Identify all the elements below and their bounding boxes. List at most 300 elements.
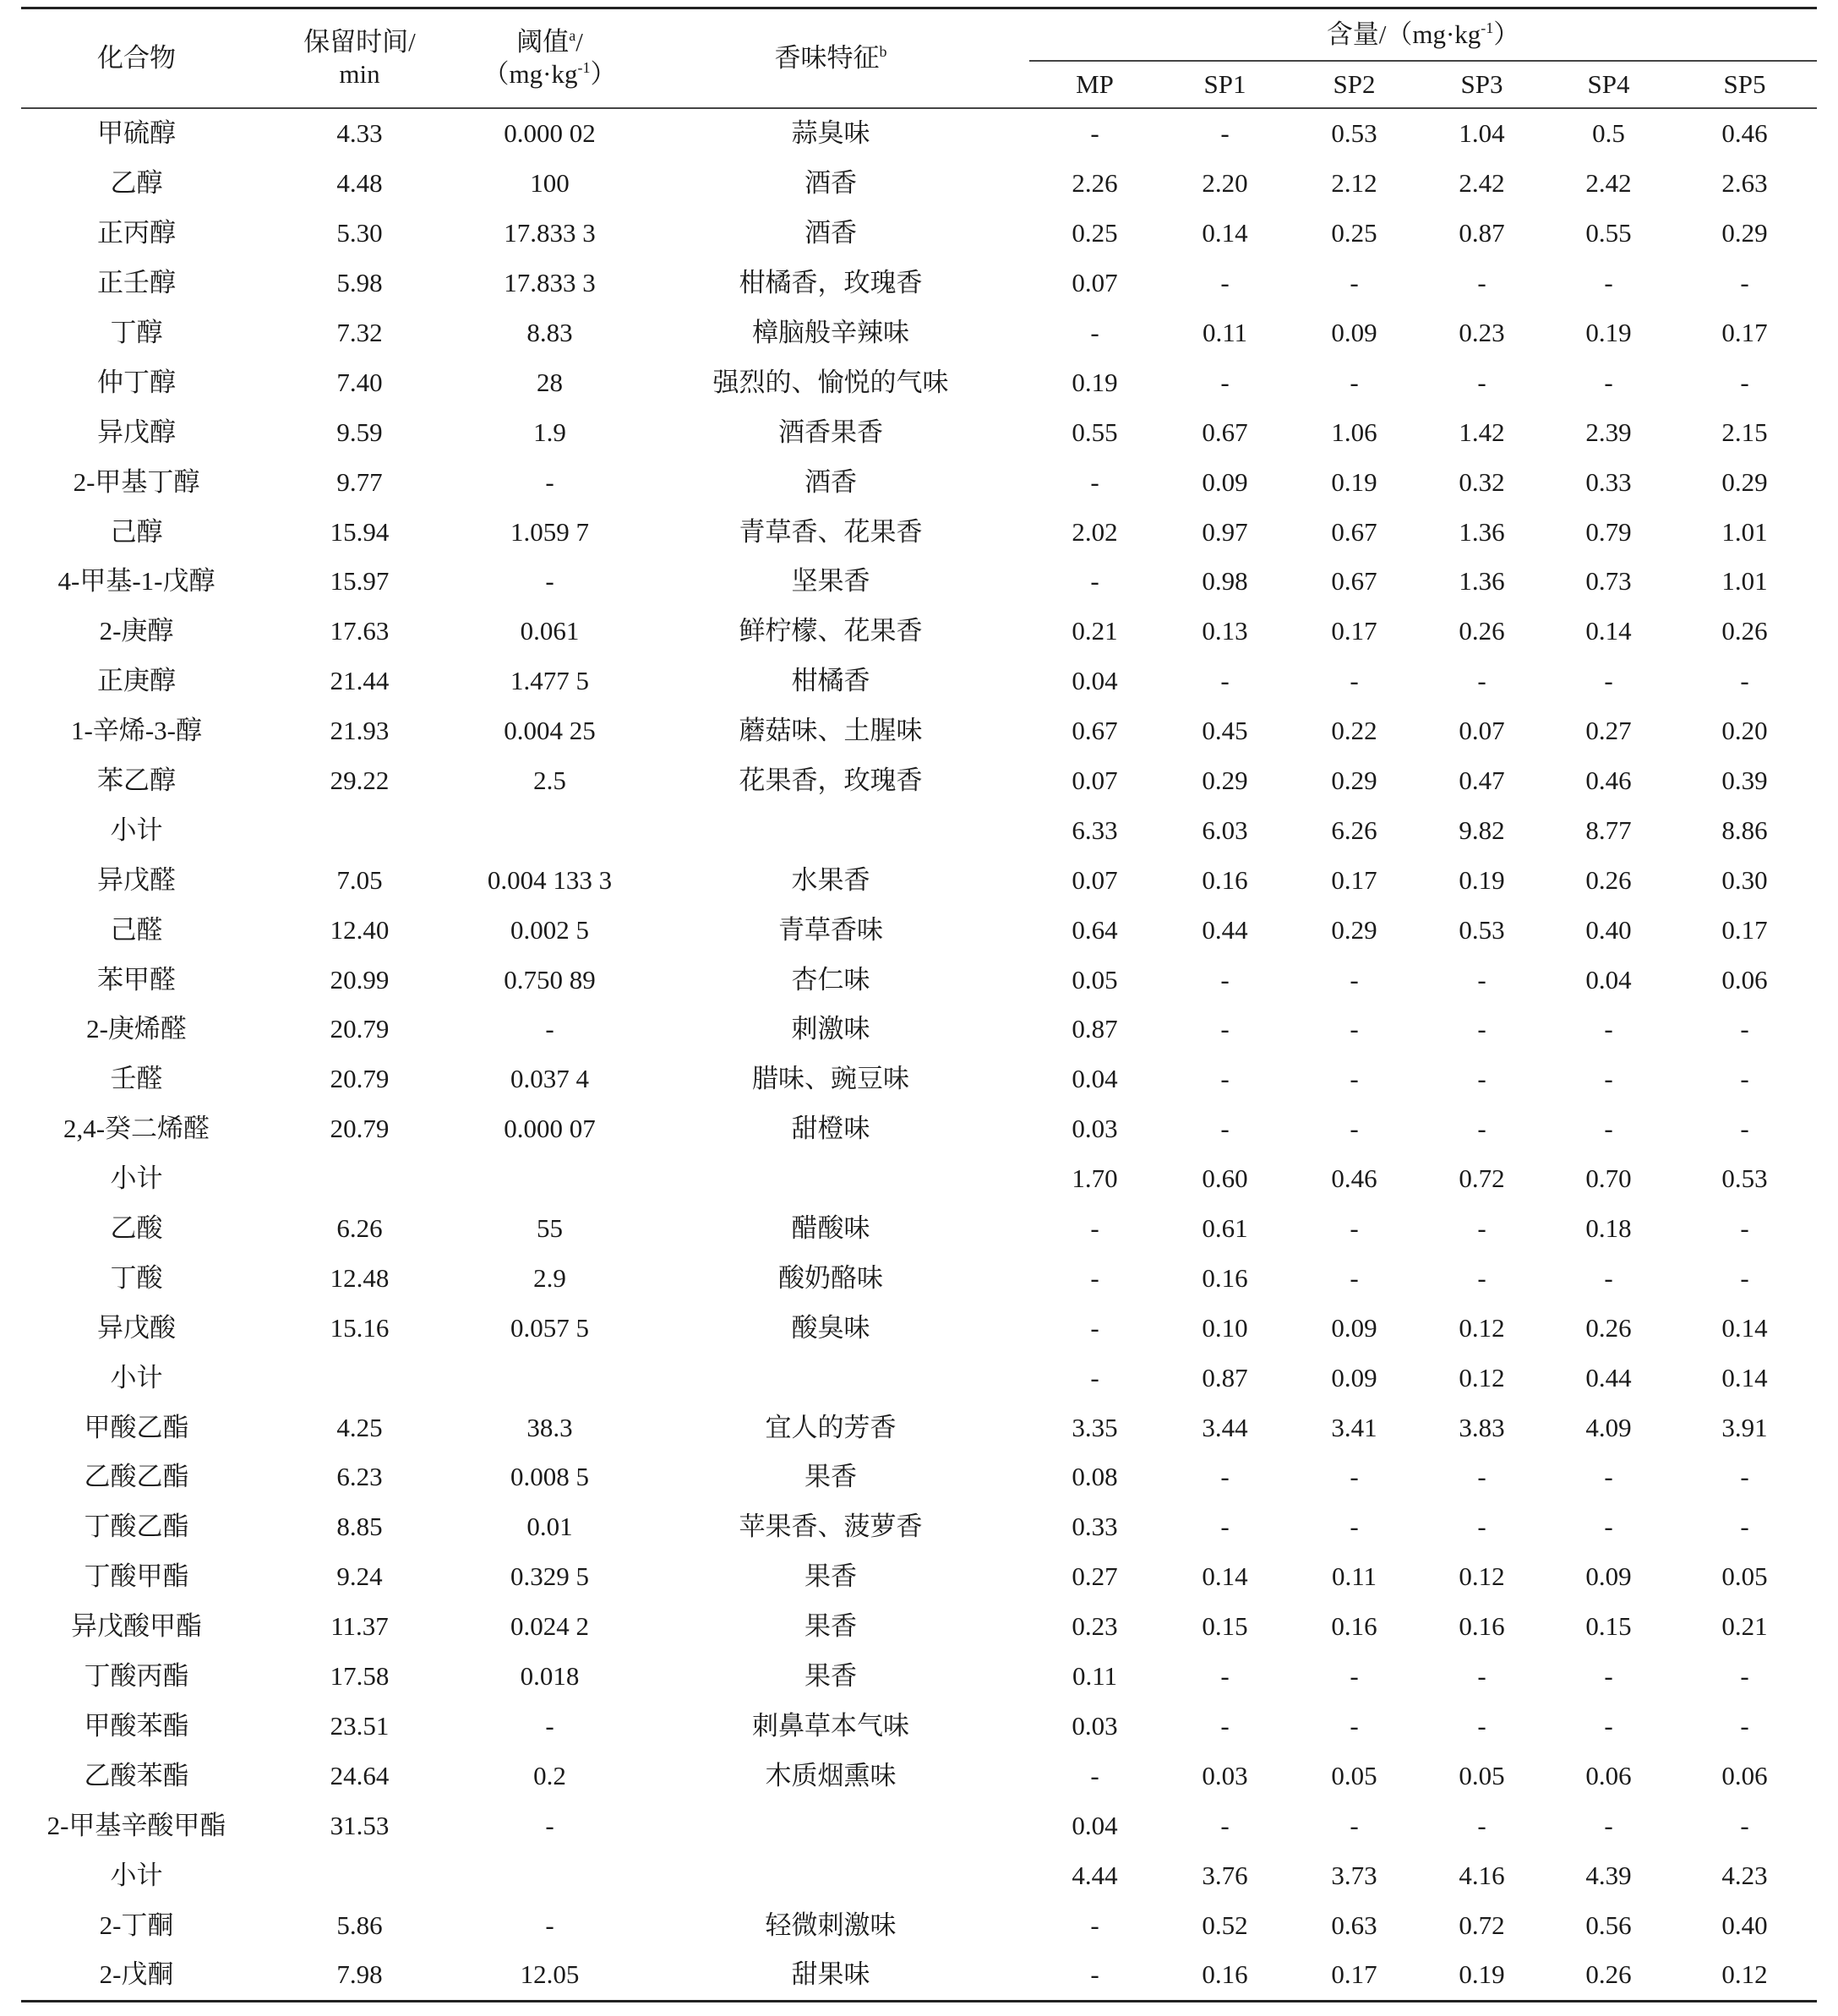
compound-cell: 2-甲基辛酸甲酯 [46,1810,226,1840]
aroma-cell: 轻微刺激味 [765,1910,897,1940]
content-sp4-cell: - [1604,1114,1613,1144]
compound-cell: 2-戊酮 [21,1950,252,2001]
header-threshold: 阈值$^a$/ $(mg\cdot kg^{-1})$ [467,8,632,109]
threshold-cell: 100 [530,168,570,199]
content-sp3-cell: 4.16 [1459,1860,1505,1890]
content-sp4-cell: - [1604,1710,1613,1741]
content-sp1-cell: - [1220,666,1230,696]
content-mp-cell: 0.19 [1072,367,1118,397]
aroma-cell: 酸臭味 [791,1312,870,1343]
content-sp2-cell: - [1350,1114,1359,1144]
content-sp4-cell: - [1604,1262,1613,1293]
content-sp4-cell: 4.39 [1585,1860,1632,1890]
table-row [21,1950,1817,2001]
threshold-cell: 0.000 07 [504,1114,596,1144]
retention-time-cell: 20.79 [330,1114,390,1144]
table-row [21,1452,1817,1502]
content-sp1-cell: - [1220,1512,1230,1542]
table-row [21,308,1817,358]
retention-time-cell [252,1154,467,1204]
compound-content-table [21,7,1817,2002]
content-sp5-cell: 0.06 [1721,1760,1768,1790]
content-sp1-cell: 0.67 [1202,417,1248,447]
content-sp1-cell: 0.60 [1202,1163,1248,1194]
aroma-cell: 樟脑般辛辣味 [752,318,909,347]
aroma-cell: 蒜臭味 [791,118,870,149]
content-mp-cell: 0.07 [1072,864,1118,895]
retention-time-cell: 15.97 [330,566,390,597]
table-row [21,557,1817,607]
content-sp4-cell: 0.04 [1585,964,1632,994]
content-sp3-cell: - [1477,1710,1486,1741]
aroma-cell: 宜人的芳香 [765,1412,897,1442]
compound-cell: 2-丁酮 [99,1910,174,1940]
threshold-cell: 8.83 [526,318,573,347]
content-sp3-cell: 1.04 [1459,118,1505,149]
threshold-cell: 0.004 133 3 [487,864,613,895]
content-sp5-cell: 1.01 [1721,516,1768,547]
aroma-cell [632,1154,1029,1204]
content-mp-cell: 0.25 [1072,218,1118,248]
threshold-cell: 0.329 5 [510,1561,589,1592]
content-sp4-cell: - [1604,1014,1613,1044]
table-row [21,1552,1817,1602]
content-sp5-cell: - [1740,1064,1749,1094]
content-sp4-cell: - [1604,666,1613,696]
content-sp1-cell: 0.03 [1202,1760,1248,1790]
header-sample-sp5: SP5 [1672,61,1817,108]
content-sp2-cell: - [1350,1064,1359,1094]
content-sp3-cell: 1.36 [1459,566,1505,597]
header-retention-time: 保留时间/ min [252,8,467,109]
content-sp1-cell: 0.14 [1202,218,1248,248]
content-sp4-cell: 0.18 [1585,1213,1632,1244]
aroma-cell: 杏仁味 [791,964,870,994]
content-sp4-cell: 0.19 [1585,318,1632,347]
table-row [21,1652,1817,1702]
content-sp1-cell: 0.45 [1202,716,1248,746]
content-sp5-cell: 0.06 [1721,964,1768,994]
content-sp2-cell: - [1350,1661,1359,1692]
content-sp5-cell: 0.29 [1721,466,1768,497]
content-sp3-cell: 0.19 [1459,864,1505,895]
retention-time-cell: 4.25 [336,1412,383,1442]
content-sp5-cell: - [1740,1810,1749,1840]
content-mp-cell: - [1090,1760,1099,1790]
content-sp5-cell: 0.46 [1721,118,1768,149]
content-mp-cell: - [1090,1312,1099,1343]
table-row [21,1253,1817,1303]
retention-time-cell: 17.58 [330,1661,390,1692]
content-mp-cell: - [1090,1362,1099,1392]
content-sp5-cell: 3.91 [1721,1412,1768,1442]
retention-time-cell: 24.64 [330,1760,390,1790]
content-sp3-cell: - [1477,367,1486,397]
aroma-cell [632,1353,1029,1403]
content-sp5-cell: - [1740,1710,1749,1741]
compound-cell: 甲硫醇 [97,118,176,149]
table-row [21,1602,1817,1652]
content-sp4-cell: 8.77 [1585,815,1632,845]
content-sp1-cell: 3.76 [1202,1860,1248,1890]
compound-cell: 己醇 [110,516,163,547]
aroma-cell: 酒香果香 [778,417,883,447]
retention-time-cell [252,1850,467,1900]
retention-time-cell: 4.33 [336,118,383,149]
compound-cell: 4-甲基-1-戊醇 [57,566,215,597]
content-sp2-cell: 1.06 [1331,417,1377,447]
content-sp2-cell: 0.16 [1331,1611,1377,1642]
compound-cell: 壬醛 [110,1064,163,1094]
aroma-cell: 柑橘香，玫瑰香 [739,268,923,298]
content-sp4-cell: 0.5 [1592,118,1625,149]
compound-cell: 己醛 [110,914,163,945]
aroma-cell: 果香 [804,1661,857,1692]
content-sp2-cell: - [1350,268,1359,298]
content-sp2-cell: - [1350,1213,1359,1244]
content-sp3-cell: 0.47 [1459,766,1505,796]
table-row [21,1154,1817,1204]
content-sp5-cell: 0.39 [1721,766,1768,796]
content-sp2-cell: 0.67 [1331,566,1377,597]
threshold-cell: 0.750 89 [504,964,596,994]
aroma-cell [632,1801,1029,1850]
content-sp5-cell: - [1740,367,1749,397]
content-sp1-cell: - [1220,1014,1230,1044]
compound-cell: 苯乙醇 [97,766,176,796]
retention-time-cell: 15.16 [330,1312,390,1343]
header-aroma: 香味特征$^b$ [632,8,1029,109]
content-sp5-cell: 0.12 [1672,1950,1817,2001]
table-row [21,1303,1817,1353]
aroma-cell: 蘑菇味、土腥味 [739,716,923,746]
content-sp4-cell: 0.44 [1585,1362,1632,1392]
content-sp2-cell: 0.05 [1331,1760,1377,1790]
retention-time-cell: 8.85 [336,1512,383,1542]
content-sp2-cell: - [1350,964,1359,994]
content-sp4-cell: 0.33 [1585,466,1632,497]
content-sp4-cell: 0.40 [1585,914,1632,945]
content-sp1-cell: - [1220,268,1230,298]
table-row [21,706,1817,756]
content-sp1-cell: 0.52 [1202,1910,1248,1940]
threshold-cell: 0.2 [533,1760,566,1790]
content-sp1-cell: - [1220,1462,1230,1492]
content-sp2-cell: 0.25 [1331,218,1377,248]
content-mp-cell: 0.03 [1072,1710,1118,1741]
content-sp2-cell: - [1350,1810,1359,1840]
compound-cell: 乙酸乙酯 [84,1462,189,1492]
compound-cell: 2-庚烯醛 [86,1014,187,1044]
content-sp3-cell: 0.72 [1459,1163,1505,1194]
content-sp2-cell: - [1350,1512,1359,1542]
content-sp4-cell: 0.26 [1585,864,1632,895]
content-mp-cell: - [1090,1262,1099,1293]
aroma-cell: 花果香，玫瑰香 [739,766,923,796]
content-sp4-cell: 0.70 [1585,1163,1632,1194]
content-sp5-cell: 0.05 [1721,1561,1768,1592]
content-sp5-cell: - [1740,1014,1749,1044]
content-mp-cell: 0.08 [1072,1462,1118,1492]
content-sp5-cell: 8.86 [1721,815,1768,845]
content-sp2-cell: - [1350,1462,1359,1492]
content-sp5-cell: - [1740,1512,1749,1542]
aroma-cell: 酒香 [804,466,857,497]
aroma-cell: 水果香 [791,864,870,895]
content-sp2-cell: 0.17 [1290,1950,1419,2001]
threshold-cell: 0.002 5 [510,914,589,945]
content-sp1-cell: 0.16 [1202,864,1248,895]
compound-cell: 甲酸乙酯 [84,1412,189,1442]
content-mp-cell: 0.04 [1072,1064,1118,1094]
content-sp3-cell: - [1477,1213,1486,1244]
content-mp-cell: - [1090,1910,1099,1940]
content-mp-cell: 4.44 [1072,1860,1118,1890]
content-sp1-cell: 0.97 [1202,516,1248,547]
content-sp4-cell: - [1604,1512,1613,1542]
compound-cell: 正丙醇 [97,218,176,248]
aroma-cell: 酒香 [804,218,857,248]
content-sp4-cell: 0.26 [1545,1950,1672,2001]
content-sp5-cell: 0.30 [1721,864,1768,895]
content-sp4-cell: 0.73 [1585,566,1632,597]
retention-time-cell: 15.94 [330,516,390,547]
compound-cell: 小计 [110,1163,163,1194]
content-sp1-cell: - [1220,1810,1230,1840]
content-sp2-cell: - [1350,367,1359,397]
aroma-cell: 果香 [804,1561,857,1592]
content-sp5-cell: - [1740,666,1749,696]
retention-time-cell: 9.24 [336,1561,383,1592]
content-sp2-cell: 3.73 [1331,1860,1377,1890]
content-mp-cell: 0.04 [1072,666,1118,696]
table-row [21,657,1817,706]
retention-time-cell: 6.26 [336,1213,383,1244]
content-sp2-cell: 0.09 [1331,1362,1377,1392]
table-row [21,905,1817,955]
threshold-cell: - [545,566,554,597]
content-sp3-cell: 3.83 [1459,1412,1505,1442]
content-sp3-cell: 0.07 [1459,716,1505,746]
content-sp5-cell: 0.26 [1721,616,1768,646]
content-mp-cell: 0.33 [1072,1512,1118,1542]
compound-cell: 异戊酸 [97,1312,176,1343]
content-sp2-cell: - [1350,1710,1359,1741]
content-sp2-cell: - [1350,1014,1359,1044]
content-sp3-cell: 0.19 [1419,1950,1545,2001]
content-sp1-cell: - [1220,964,1230,994]
content-sp5-cell: 0.53 [1721,1163,1768,1194]
retention-time-cell: 17.63 [330,616,390,646]
content-sp4-cell: 0.09 [1585,1561,1632,1592]
content-sp4-cell: 0.26 [1585,1312,1632,1343]
threshold-cell [467,1154,632,1204]
aroma-cell: 青草香、花果香 [739,516,923,547]
content-mp-cell: 2.26 [1072,168,1118,199]
content-mp-cell: 6.33 [1072,815,1118,845]
content-mp-cell: - [1090,1213,1099,1244]
compound-cell: 乙酸苯酯 [84,1760,189,1790]
content-sp1-cell: 0.09 [1202,466,1248,497]
threshold-cell: 0.000 02 [504,118,596,149]
content-sp1-cell: - [1220,1114,1230,1144]
content-sp3-cell: 0.87 [1459,218,1505,248]
content-sp5-cell: - [1740,1262,1749,1293]
aroma-cell: 苹果香、菠萝香 [739,1512,923,1542]
threshold-cell: - [545,1910,554,1940]
table-row [21,159,1817,209]
content-sp2-cell: 0.67 [1331,516,1377,547]
retention-time-cell: 5.30 [336,218,383,248]
content-sp5-cell: - [1740,1213,1749,1244]
compound-cell: 丁酸甲酯 [84,1561,189,1592]
retention-time-cell: 9.77 [336,466,383,497]
compound-cell: 小计 [110,815,163,845]
content-mp-cell: - [1090,466,1099,497]
content-sp3-cell: 0.16 [1459,1611,1505,1642]
retention-time-cell: 20.79 [330,1014,390,1044]
content-sp5-cell: 0.17 [1721,318,1768,347]
threshold-cell: - [545,466,554,497]
threshold-cell: 0.057 5 [510,1312,589,1343]
content-mp-cell: 0.03 [1072,1114,1118,1144]
content-sp1-cell: 0.13 [1202,616,1248,646]
content-sp5-cell: 4.23 [1721,1860,1768,1890]
aroma-cell: 甜果味 [632,1950,1029,2001]
threshold-cell: - [545,1810,554,1840]
content-sp4-cell: 4.09 [1585,1412,1632,1442]
content-mp-cell: - [1090,318,1099,347]
content-sp4-cell: - [1604,367,1613,397]
threshold-cell: 0.018 [520,1661,580,1692]
content-sp5-cell: - [1740,1114,1749,1144]
compound-cell: 2-甲基丁醇 [73,466,200,497]
content-mp-cell: 0.04 [1072,1810,1118,1840]
content-sp5-cell: 0.14 [1721,1312,1768,1343]
content-sp1-cell: 2.20 [1202,168,1248,199]
compound-cell: 正庚醇 [97,666,176,696]
content-sp5-cell: - [1740,1661,1749,1692]
aroma-cell: 酸奶酪味 [778,1262,883,1293]
content-sp3-cell: 2.42 [1459,168,1505,199]
threshold-cell: 1.059 7 [510,516,589,547]
retention-time-cell: 20.99 [330,964,390,994]
threshold-cell: 1.477 5 [510,666,589,696]
content-sp3-cell: 0.23 [1459,318,1505,347]
content-sp5-cell: 0.17 [1721,914,1768,945]
compound-cell: 乙醇 [110,168,163,199]
aroma-cell: 刺鼻草本气味 [752,1710,909,1741]
table-row [21,357,1817,407]
content-mp-cell: 0.23 [1072,1611,1118,1642]
compound-cell: 异戊醇 [97,417,176,447]
content-sp4-cell: 0.79 [1585,516,1632,547]
content-sp2-cell: 0.46 [1331,1163,1377,1194]
compound-cell: 小计 [110,1362,163,1392]
content-sp3-cell: - [1477,666,1486,696]
aroma-cell: 鲜柠檬、花果香 [739,616,923,646]
table-header [21,8,1817,109]
table-row [21,1104,1817,1154]
threshold-cell: 2.5 [533,766,566,796]
content-sp3-cell: 0.72 [1459,1910,1505,1940]
threshold-cell: 0.004 25 [504,716,596,746]
table-row [21,108,1817,159]
aroma-cell: 果香 [804,1462,857,1492]
table-row [21,1054,1817,1104]
content-sp5-cell: 2.63 [1721,168,1768,199]
content-sp2-cell: 0.17 [1331,864,1377,895]
aroma-cell [632,1850,1029,1900]
content-sp4-cell: 0.06 [1585,1760,1632,1790]
content-sp2-cell: 0.09 [1331,1312,1377,1343]
header-sample-sp3: SP3 [1419,61,1545,108]
compound-cell: 2-庚醇 [99,616,174,646]
content-sp3-cell: - [1477,1262,1486,1293]
content-sp5-cell: 0.29 [1721,218,1768,248]
table-row [21,1751,1817,1801]
table-row [21,756,1817,806]
table-row [21,457,1817,507]
retention-time-cell: 9.59 [336,417,383,447]
table-row [21,855,1817,905]
threshold-cell: 2.9 [533,1262,566,1293]
content-sp4-cell: - [1604,1064,1613,1094]
retention-time-cell: 12.48 [330,1262,390,1293]
content-sp3-cell: - [1477,268,1486,298]
aroma-cell: 柑橘香 [791,666,870,696]
compound-cell: 2,4-癸二烯醛 [63,1114,210,1144]
content-sp2-cell: - [1350,666,1359,696]
retention-time-cell: 11.37 [330,1611,389,1642]
content-sp3-cell: - [1477,1462,1486,1492]
compound-cell: 甲酸苯酯 [84,1710,189,1741]
content-sp4-cell: 0.46 [1585,766,1632,796]
header-content: 含量$/(mg\cdot kg^{-1})$ [1029,8,1817,62]
retention-time-cell: 23.51 [330,1710,390,1741]
retention-time-cell: 7.32 [336,318,383,347]
table-row [21,507,1817,557]
table-row [21,1204,1817,1254]
content-sp5-cell: 2.15 [1721,417,1768,447]
header-sample-sp1: SP1 [1160,61,1290,108]
aroma-cell: 坚果香 [791,566,870,597]
content-mp-cell: 1.70 [1072,1163,1118,1194]
content-mp-cell: 0.07 [1072,268,1118,298]
threshold-cell [467,805,632,855]
content-sp4-cell: 2.39 [1585,417,1632,447]
content-sp4-cell: 0.56 [1585,1910,1632,1940]
compound-cell: 乙酸 [110,1213,163,1244]
compound-cell: 小计 [110,1860,163,1890]
content-sp3-cell: - [1477,1810,1486,1840]
table-row [21,805,1817,855]
aroma-cell: 果香 [804,1611,857,1642]
content-sp2-cell: 2.12 [1331,168,1377,199]
content-sp3-cell: 1.42 [1459,417,1505,447]
threshold-cell: 38.3 [526,1412,573,1442]
content-sp1-cell: - [1220,118,1230,149]
compound-cell: 苯甲醛 [97,964,176,994]
content-sp2-cell: 6.26 [1331,815,1377,845]
compound-cell: 正壬醇 [97,268,176,298]
content-sp1-cell: - [1220,1661,1230,1692]
compound-cell: 1-辛烯-3-醇 [71,716,202,746]
content-sp5-cell: 1.01 [1721,566,1768,597]
content-sp5-cell: 0.14 [1721,1362,1768,1392]
table-row [21,607,1817,657]
content-sp2-cell: 3.41 [1331,1412,1377,1442]
